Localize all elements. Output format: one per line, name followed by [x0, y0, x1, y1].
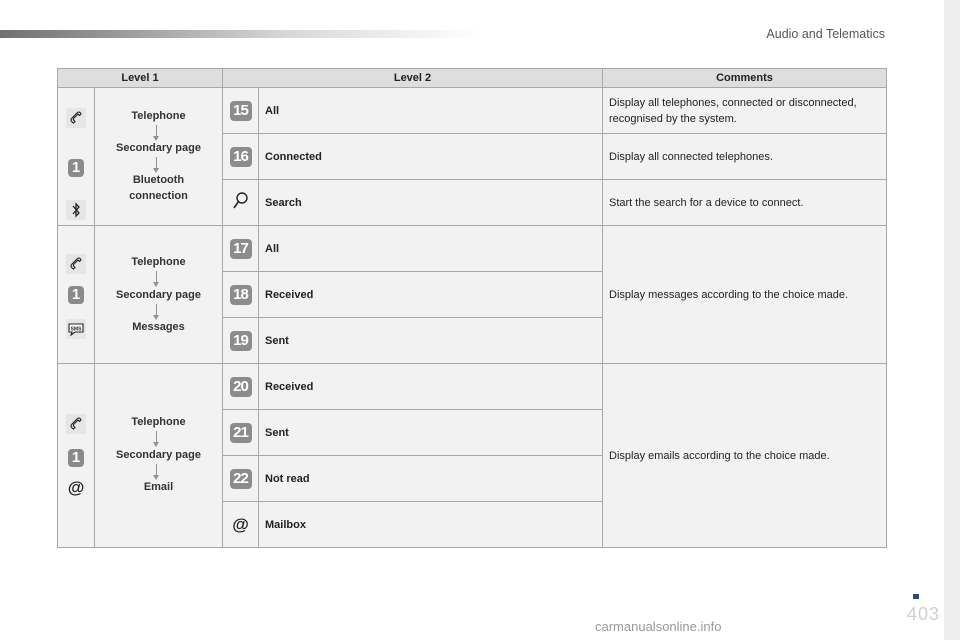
number-badge: 16: [230, 147, 252, 167]
path-email: Email: [143, 481, 174, 493]
comment-cell: Display emails according to the choice made.: [603, 364, 887, 548]
level2-label: Sent: [259, 318, 603, 364]
level2-icon-cell: [223, 410, 259, 456]
menu-table: [57, 68, 887, 548]
phone-icon: [66, 254, 86, 274]
path-secondary-page: Secondary page: [116, 449, 201, 461]
level-badge: 1: [68, 286, 84, 304]
arrow-down-icon: [156, 304, 157, 317]
arrow-down-icon: [156, 271, 157, 284]
level-badge: 1: [68, 159, 84, 177]
number-badge: 18: [230, 285, 252, 305]
level2-label: All: [259, 226, 603, 272]
comment-cell: Start the search for a device to connect.: [603, 180, 887, 226]
level2-label: Received: [259, 272, 603, 318]
level2-icon-cell: [223, 272, 259, 318]
at-icon: @: [232, 514, 249, 534]
number-badge: 20: [230, 377, 252, 397]
table-row: [58, 88, 887, 134]
at-icon: @: [67, 478, 85, 497]
path-secondary-page: Secondary page: [116, 142, 201, 154]
comment-cell: Display messages according to the choice made.: [603, 226, 887, 364]
level1-icons: [58, 226, 95, 364]
path-telephone: Telephone: [131, 256, 186, 268]
section-title: Audio and Telematics: [766, 27, 885, 41]
level2-icon-cell: [223, 318, 259, 364]
path-telephone: Telephone: [131, 110, 186, 122]
header-level2: Level 2: [223, 69, 603, 88]
level1-icons: [58, 88, 95, 226]
phone-icon: [66, 108, 86, 128]
level2-icon-cell: [223, 88, 259, 134]
level2-icon-cell: [223, 502, 259, 548]
table-header-row: [58, 69, 887, 88]
number-badge: 19: [230, 331, 252, 351]
level-badge: 1: [68, 449, 84, 467]
level2-label: Search: [259, 180, 603, 226]
table-row: [58, 226, 887, 272]
comment-cell: Display all connected telephones.: [603, 134, 887, 180]
level2-label: Sent: [259, 410, 603, 456]
number-badge: 21: [230, 423, 252, 443]
search-icon: [232, 191, 250, 211]
level2-icon-cell: [223, 180, 259, 226]
phone-icon: [66, 414, 86, 434]
level2-icon-cell: [223, 134, 259, 180]
level2-label: Mailbox: [259, 502, 603, 548]
level2-icon-cell: [223, 456, 259, 502]
bluetooth-icon: [66, 200, 86, 220]
page-marker: [913, 594, 919, 599]
number-badge: 22: [230, 469, 252, 489]
header-comments: Comments: [603, 69, 887, 88]
arrow-down-icon: [156, 157, 157, 170]
level2-label: Received: [259, 364, 603, 410]
page-number: 403: [907, 604, 941, 624]
level2-label: Connected: [259, 134, 603, 180]
page-edge-strip: [944, 0, 960, 640]
table-row: [58, 364, 887, 410]
level1-path: [95, 364, 223, 548]
arrow-down-icon: [156, 431, 157, 444]
arrow-down-icon: [156, 464, 157, 477]
path-bluetooth-connection: Bluetooth connection: [129, 174, 188, 202]
level2-icon-cell: [223, 364, 259, 410]
path-telephone: Telephone: [131, 416, 186, 428]
level1-path: [95, 226, 223, 364]
level2-label: All: [259, 88, 603, 134]
path-secondary-page: Secondary page: [116, 289, 201, 301]
watermark: carmanualsonline.info: [595, 619, 722, 634]
svg-text:SMS: SMS: [70, 326, 82, 333]
comment-cell: Display all telephones, connected or disconnected, recognised by the system.: [603, 88, 887, 134]
level2-icon-cell: [223, 226, 259, 272]
header-level1: Level 1: [58, 69, 223, 88]
number-badge: 17: [230, 239, 252, 259]
path-messages: Messages: [132, 321, 185, 333]
number-badge: 15: [230, 101, 252, 121]
level2-label: Not read: [259, 456, 603, 502]
sms-icon: [66, 319, 86, 339]
level1-icons: [58, 364, 95, 548]
arrow-down-icon: [156, 125, 157, 138]
header-gradient-bar: [0, 30, 480, 38]
level1-path: [95, 88, 223, 226]
